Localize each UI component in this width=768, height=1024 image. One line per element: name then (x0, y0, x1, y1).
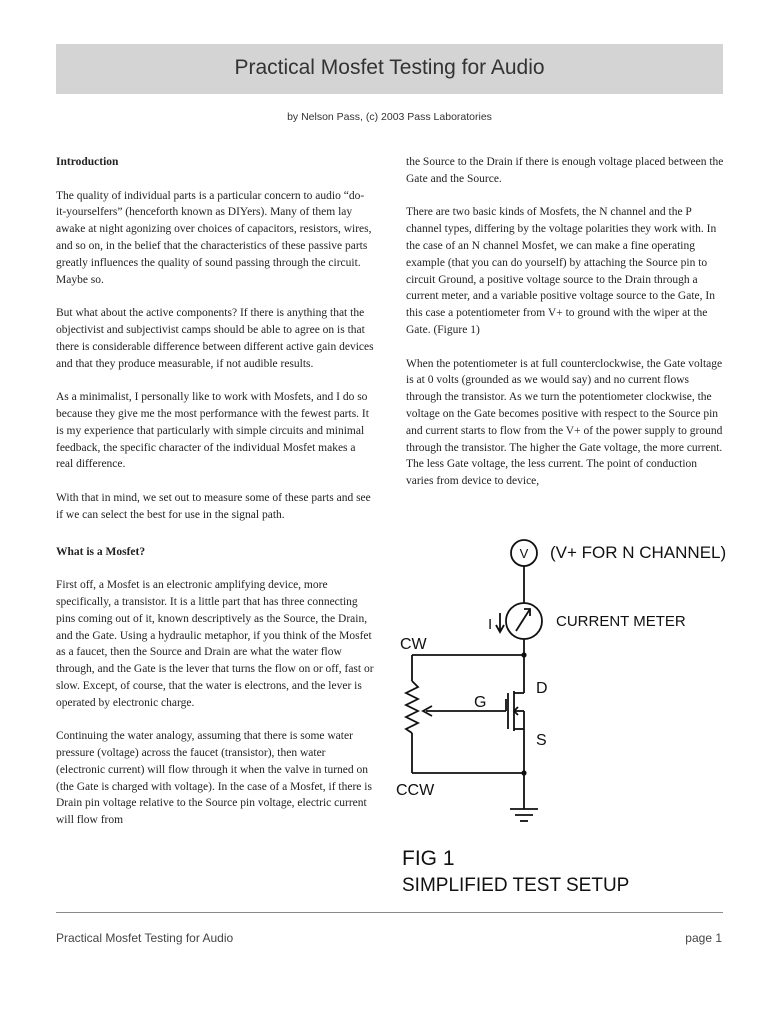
footer-title: Practical Mosfet Testing for Audio (56, 931, 234, 945)
current-meter-label: CURRENT METER (556, 613, 686, 630)
intro-heading: Introduction (56, 156, 119, 168)
byline: by Nelson Pass, (c) 2003 Pass Laboratories (287, 111, 492, 123)
title-bar (56, 44, 723, 94)
right-paragraph-3: When the potentiometer is at full counterclockwise, the Gate voltage is at 0 volts (grounded as we would say) and no current flows through the transistor. As we turn the potentiometer clockwise, the voltage on the Gate becomes positive with respect to the Source pin and current starts to flow from the V+ of the power supply to ground through the transistor. The higher the Gate voltage, the more current. The less Gate voltage, the less current. The point of conduction varies from device to device, (406, 357, 723, 488)
right-column (406, 154, 724, 507)
right-paragraph-1: the Source to the Drain if there is enough voltage placed between the Gate and the Source. (406, 156, 724, 185)
drain-label: D (536, 680, 548, 697)
cw-label: CW (400, 636, 427, 653)
intro-paragraph-2: But what about the active components? If there is anything that the objectivist and subjectivist camps should be able to agree on is that there is considerable difference between different active gain devices and that they produce measurable, if not audible results. (56, 307, 374, 370)
current-i-label: I (488, 616, 493, 633)
right-paragraph-2: There are two basic kinds of Mosfets, the N channel and the P channel types, differing by the voltage polarities they work with. In the case of an N channel Mosfet, we can make a fine operating example (that you can do yourself) by attaching the Source pin to circuit Ground, a positive voltage source to the Drain through a current meter, and a variable positive voltage source to the Gate, In this case a potentiometer from V+ to ground with the wiper at the Gate. (Figure 1) (406, 206, 717, 336)
intro-paragraph-3: As a minimalist, I personally like to work with Mosfets, and I do so because they give me the most performance with the fewest parts. It is my experience that particularly with simple circuits and minimal feedback, the specific character of the individual Mosfet makes a real difference. (56, 391, 369, 471)
v-supply-label: (V+ FOR N CHANNEL) (550, 543, 727, 562)
left-column (56, 154, 374, 846)
v-symbol-label: V (519, 546, 529, 561)
schematic-svg (390, 533, 730, 903)
mosfet-paragraph-1: First off, a Mosfet is an electronic amplifying device, more specifically, a transistor. It is a little part that has three connecting pins coming out of it, known descriptively as the Source, the Drain, and the Gate. Using a hydraulic metaphor, if you think of the Mosfet as a faucet, then the Source and Drain are what the water flow through, and the Gate is the lever that turns the flow on or off, fast or slow. Except, of course, that the water is electrons, and the lever is operated by electronic charge. (56, 579, 374, 709)
figure-caption-number: FIG 1 (402, 847, 455, 870)
intro-paragraph-4: With that in mind, we set out to measure some of these parts and see if we can select the best for use in the signal path. (56, 491, 371, 521)
page-title: Practical Mosfet Testing for Audio (234, 56, 545, 79)
source-label: S (536, 732, 547, 749)
footer-divider (56, 912, 723, 913)
what-is-mosfet-heading: What is a Mosfet? (56, 545, 146, 558)
mosfet-paragraph-2: Continuing the water analogy, assuming that there is some water pressure (voltage) across the faucet (transistor), then water (electronic current) will flow through it when the valve in turned on (the Gate is charged with voltage). In the case of a Mosfet, if there is Drain pin voltage relative to the Source pin voltage, electric current will flow from (56, 730, 372, 827)
footer-page-number: page 1 (685, 931, 722, 945)
figure-caption-title: SIMPLIFIED TEST SETUP (402, 875, 630, 896)
intro-paragraph-1: The quality of individual parts is a particular concern to audio “do-it-yourselfers” (henceforth known as DIYers). Many of them lay awake at night agonizing over choices of capacitors, resistors, wires, and so on, in the belief that the characteristics of these passive parts greatly influences the quality of sound passing through the circuit. Maybe so. (56, 189, 372, 286)
figure-1-schematic (390, 533, 730, 903)
ccw-label: CCW (396, 782, 435, 799)
gate-label: G (474, 694, 487, 711)
